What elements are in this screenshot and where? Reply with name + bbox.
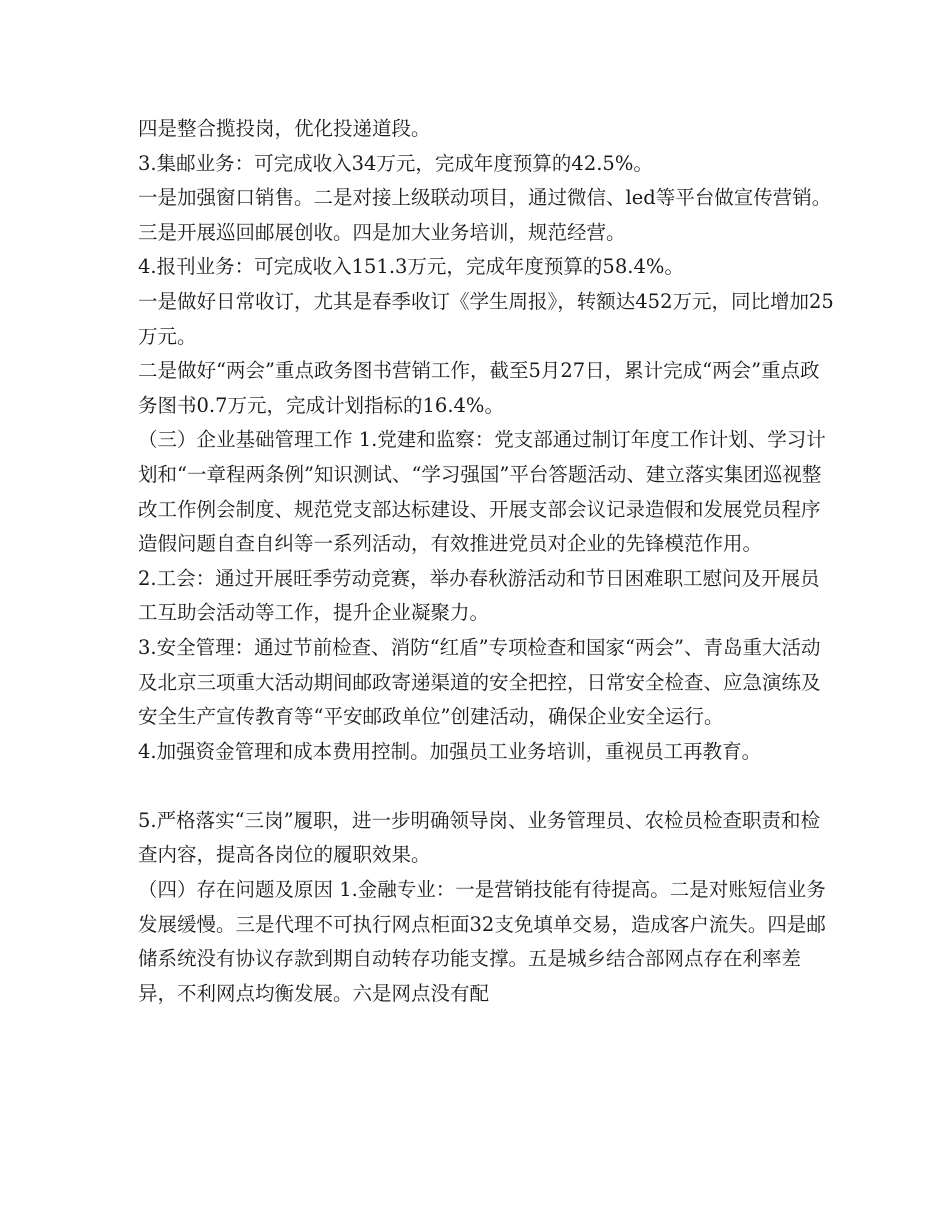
paragraph-subscription: 一是做好日常收订，尤其是春季收订《学生周报》，转额达452万元，同比增加25万元。	[138, 289, 834, 348]
paragraph-newspaper-business: 4.报刊业务：可完成收入151.3万元，完成年度预算的58.4%。	[138, 255, 684, 279]
paragraph-policy-books: 二是做好“两会”重点政务图书营销工作，截至5月27日，累计完成“两会”重点政务图书0.7万元，完成计划指标的16.4%。	[138, 359, 820, 417]
paragraph-delivery-route: 四是整合揽投岗，优化投递道段。	[138, 117, 431, 140]
document-body	[138, 112, 838, 1011]
paragraph-stamp-business: 3.集邮业务：可完成收入34万元，完成年度预算的42.5%。	[138, 151, 653, 175]
paragraph-party-building: （三）企业基础管理工作 1.党建和监察：党支部通过制订年度工作计划、学习计划和“一章程两条例”知识测试、“学习强国”平台答题活动、建立落实集团巡视整改工作例会制度、规范党支部达标建设、开展支部会议记录造假和发展党员程序造假问题自查自纠等一系列活动，有效推进党员对企业的先锋模范作用。	[138, 428, 826, 556]
paragraph-three-posts: 5.严格落实“三岗”履职，进一步明确领导岗、业务管理员、农检员检查职责和检查内容，提高各岗位的履职效果。	[138, 808, 821, 867]
paragraph-problems: （四）存在问题及原因 1.金融专业：一是营销技能有待提高。二是对账短信业务发展缓慢。三是代理不可执行网点柜面32支免填单交易，造成客户流失。四是邮储系统没有协议存款到期自动转存功能支撑。五是城乡结合部网点存在利率差异，不利网点均衡发展。六是网点没有配	[138, 878, 826, 1005]
paragraph-stamp-measures: 一是加强窗口销售。二是对接上级联动项目，通过微信、led等平台做宣传营销。三是开展巡回邮展创收。四是加大业务培训，规范经营。	[138, 186, 832, 244]
paragraph-fund-management: 4.加强资金管理和成本费用控制。加强员工业务培训，重视员工再教育。	[138, 739, 762, 763]
paragraph-safety-management: 3.安全管理：通过节前检查、消防“红盾”专项检查和国家“两会”、青岛重大活动及北京三项重大活动期间邮政寄递渠道的安全把控，日常安全检查、应急演练及安全生产宣传教育等“平安邮政单位”创建活动，确保企业安全运行。	[138, 635, 821, 729]
paragraph-trade-union: 2.工会：通过开展旺季劳动竞赛，举办春秋游活动和节日困难职工慰问及开展员工互助会活动等工作，提升企业凝聚力。	[138, 566, 820, 625]
